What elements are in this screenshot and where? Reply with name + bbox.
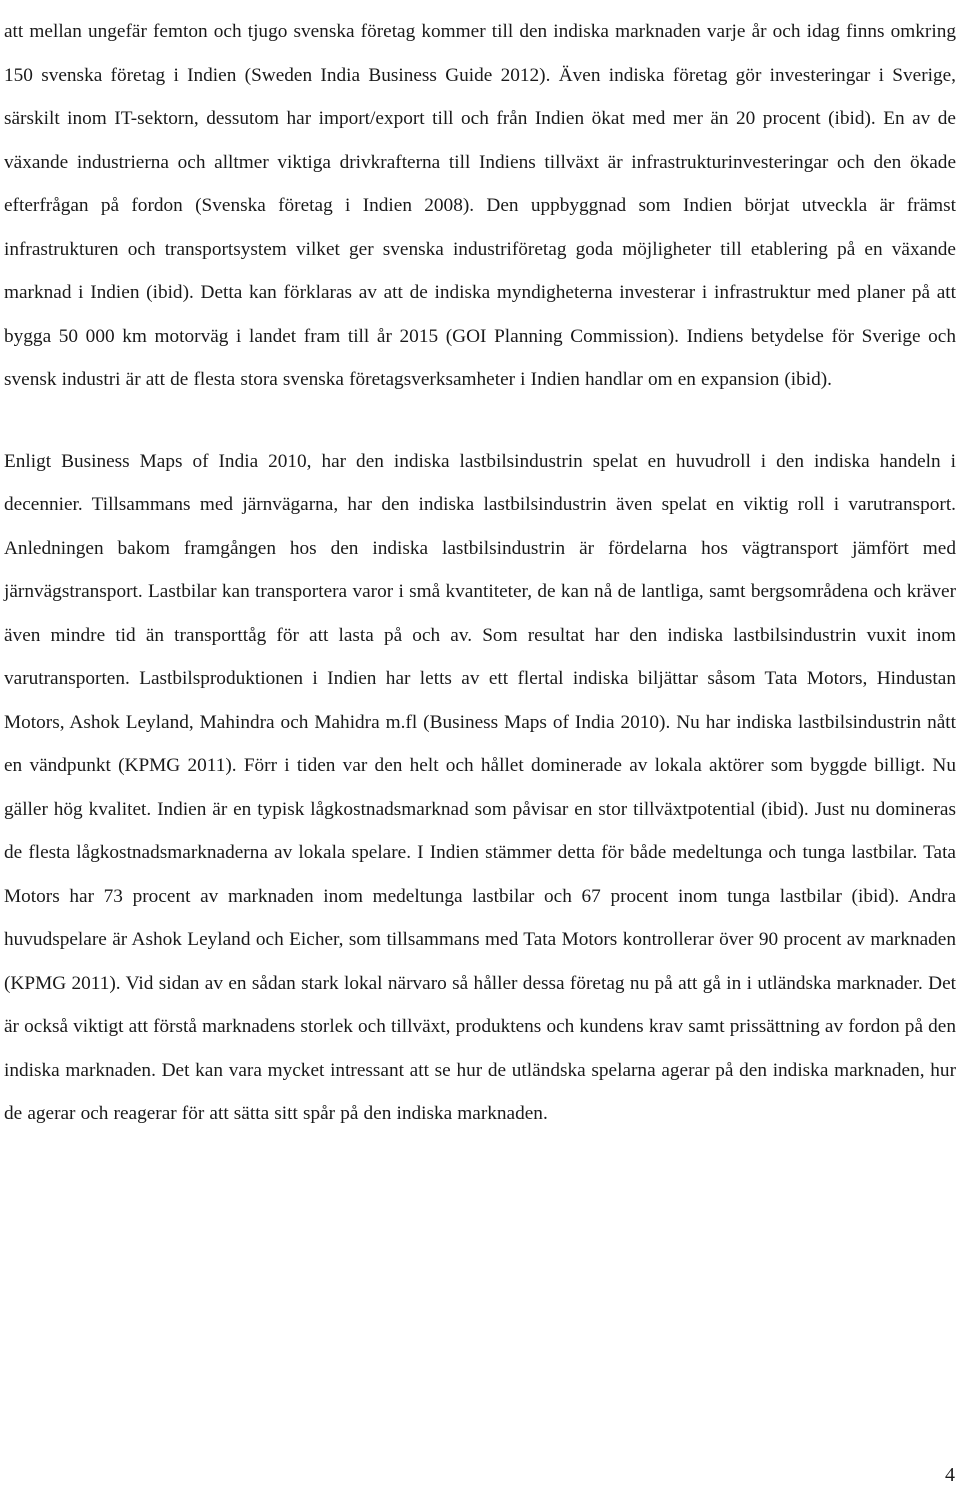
body-paragraph-1: att mellan ungefär femton och tjugo svenska företag kommer till den indiska marknaden varje år och idag finns omkring 150 svenska företag i Indien (Sweden India Business Guide 2012). Även indiska företag gör investeringar i Sverige, särskilt inom IT-sektorn, dessutom har import/export till och från Indien ökat med mer än 20 procent (ibid). En av de växande industrierna och alltmer viktiga drivkrafterna till Indiens tillväxt är infrastrukturinvesteringar och den ökade efterfrågan på fordon (Svenska företag i Indien 2008). Den uppbyggnad som Indien börjat utveckla är främst infrastrukturen och transportsystem vilket ger svenska industriföretag goda möjligheter till etablering på en växande marknad i Indien (ibid). Detta kan förklaras av att de indiska myndigheterna investerar i infrastruktur med planer på att bygga 50 000 km motorväg i landet fram till år 2015 (GOI Planning Commission). Indiens betydelse för Sverige och svensk industri är att de flesta stora svenska företagsverksamheter i Indien handlar om en expansion (ibid). xyxy=(4,21,956,390)
page-number: 4 xyxy=(945,1464,955,1486)
body-paragraph-2: Enligt Business Maps of India 2010, har den indiska lastbilsindustrin spelat en huvudroll i den indiska handeln i decennier. Tillsammans med järnvägarna, har den indiska lastbilsindustrin även spelat en viktig roll i varutransport. Anledningen bakom framgången hos den indiska lastbilsindustrin är fördelarna hos vägtransport jämfört med järnvägstransport. Lastbilar kan transportera varor i små kvantiteter, de kan nå de lantliga, samt bergsområdena och kräver även mindre tid än transporttåg för att lasta på och av. Som resultat har den indiska lastbilsindustrin vuxit inom varutransporten. Lastbilsproduktionen i Indien har letts av ett flertal indiska biljättar såsom Tata Motors, Hindustan Motors, Ashok Leyland, Mahindra och Mahidra m.fl (Business Maps of India 2010). Nu har indiska lastbilsindustrin nått en vändpunkt (KPMG 2011). Förr i tiden var den helt och hållet dominerade av lokala aktörer som byggde billigt. Nu gäller hög kvalitet. Indien är en typisk lågkostnadsmarknad som påvisar en stor tillväxtpotential (ibid). Just nu domineras de flesta lågkostnadsmarknaderna av lokala spelare. I Indien stämmer detta för både medeltunga och tunga lastbilar. Tata Motors har 73 procent av marknaden inom medeltunga lastbilar och 67 procent inom tunga lastbilar (ibid). Andra huvudspelare är Ashok Leyland och Eicher, som tillsammans med Tata Motors kontrollerar över 90 procent av marknaden (KPMG 2011). Vid sidan av en sådan stark lokal närvaro så håller dessa företag nu på att gå in i utländska marknader. Det är också viktigt att förstå marknadens storlek och tillväxt, produktens och kundens krav samt prissättning av fordon på den indiska marknaden. Det kan vara mycket intressant att se hur de utländska spelarna agerar på den indiska marknaden, hur de agerar och reagerar för att sätta sitt spår på den indiska marknaden. xyxy=(4,450,956,1124)
document-page xyxy=(4,0,956,1136)
